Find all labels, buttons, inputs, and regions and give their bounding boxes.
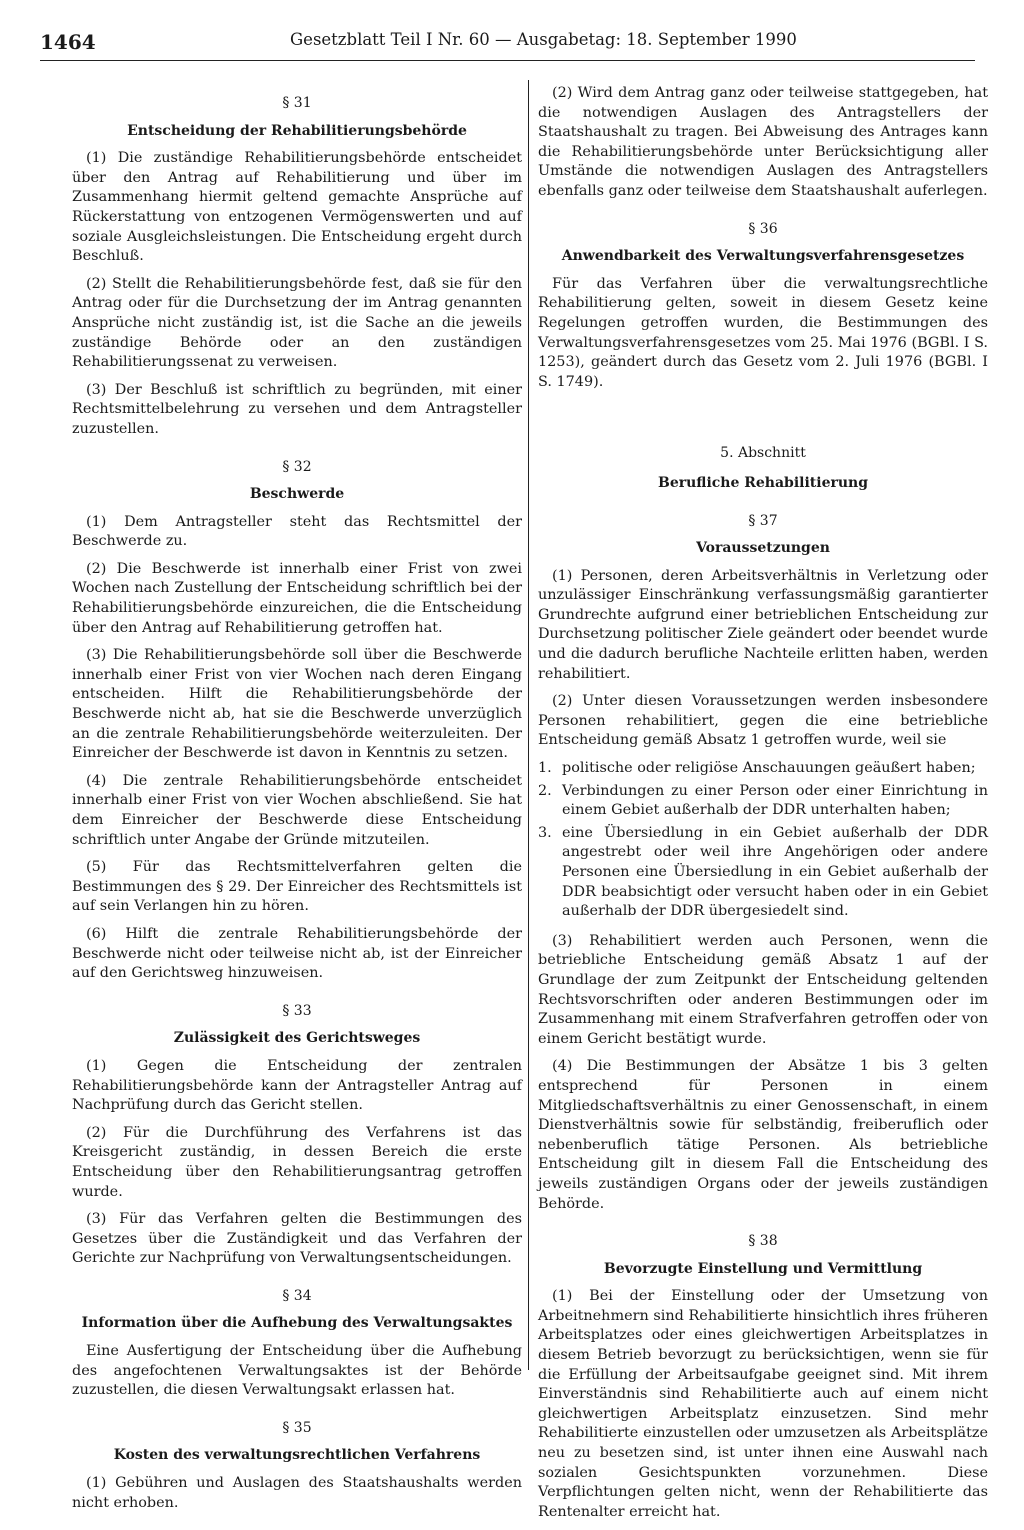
- right-column: [538, 84, 988, 1530]
- paragraph: (1) Die zuständige Rehabilitierungsbehörde entscheidet über den Antrag auf Rehabilitierung und über im Zusammenhang hiermit geltend gemachte Ansprüche auf Rückerstattung von entzogenen Vermögenswerten und auf soziale Ausgleichsleistungen. Die Entscheidung ergeht durch Beschluß.: [72, 150, 522, 265]
- section-title: Entscheidung der Rehabilitierungsbehörde: [127, 122, 467, 139]
- paragraph: (3) Rehabilitiert werden auch Personen, wenn die betriebliche Entscheidung gemäß Absatz 1 auf der Grundlage der zum Zeitpunkt der Entscheidung geltenden Rechtsvorschriften oder anderen Bestimmungen oder im Zusammenhang mit einem Strafverfahren getroffen oder von einem Gericht bestätigt wurde.: [538, 932, 988, 1047]
- paragraph: (2) Unter diesen Voraussetzungen werden insbesondere Personen rehabilitiert, gegen die eine betriebliche Entscheidung gemäß Absatz 1 getroffen wurde, weil sie: [538, 693, 988, 749]
- section-title: Beschwerde: [249, 486, 345, 503]
- list-number: 2.: [538, 782, 552, 799]
- header-rule: [40, 60, 975, 61]
- enumerated-list: [538, 759, 988, 922]
- paragraph: (5) Für das Rechtsmittelverfahren gelten die Bestimmungen des § 29. Der Einreicher des Rechtsmittels ist auf sein Verlangen hin zu hören.: [72, 859, 522, 915]
- paragraph: (4) Die Bestimmungen der Absätze 1 bis 3 gelten entsprechend für Personen in einem Mitgliedschaftsverhältnis zu einer Genossenschaft, in einem Dienstverhältnis sowie für selbständig, freiberuflich oder nebenberuflich tätige Personen. Als betriebliche Entscheidung gilt in diesem Fall die Entscheidung des jeweils zuständigen Organs oder der jeweils zuständigen Behörde.: [538, 1058, 988, 1212]
- paragraph: (1) Dem Antragsteller steht das Rechtsmittel der Beschwerde zu.: [72, 513, 522, 550]
- paragraph: (3) Die Rehabilitierungsbehörde soll über die Beschwerde innerhalb einer Frist von vier Wochen nach deren Eingang entscheiden. Hilft die Rehabilitierungsbehörde der Beschwerde nicht ab, hat sie die Beschwerde unverzüglich an die zentrale Rehabilitierungsbehörde weiterzuleiten. Der Einreicher der Beschwerde ist davon in Kenntnis zu setzen.: [72, 647, 522, 762]
- section-number: § 31: [282, 95, 312, 111]
- section-number: § 32: [282, 458, 312, 475]
- section-number: § 38: [748, 1233, 778, 1250]
- paragraph: (3) Für das Verfahren gelten die Bestimmungen des Gesetzes über die Zuständigkeit und das Verfahren der Gerichte zur Nachprüfung von Verwaltungsentscheidungen.: [72, 1211, 522, 1267]
- page-header: [40, 30, 975, 64]
- column-divider: [528, 80, 529, 1370]
- paragraph: (6) Hilft die zentrale Rehabilitierungsbehörde der Beschwerde nicht oder teilweise nicht ab, ist der Einreicher auf den Gerichtsweg hinzuweisen.: [72, 925, 522, 982]
- section-title: Information über die Aufhebung des Verwaltungsaktes: [81, 1315, 513, 1332]
- section-number: § 36: [748, 220, 778, 237]
- section-title: Anwendbarkeit des Verwaltungsverfahrensgesetzes: [561, 248, 965, 265]
- section-title: Zulässigkeit des Gerichtsweges: [173, 1030, 421, 1047]
- left-column: [72, 84, 522, 1521]
- paragraph: (1) Bei der Einstellung oder der Umsetzung von Arbeitnehmern sind Rehabilitierte hinsichtlich ihres früheren Arbeitsplatzes oder eines gleichwertigen Arbeitsplatzes in diesem Betrieb bevorzugt zu berücksichtigen, wenn sie für die Erfüllung der Arbeitsaufgabe geeignet sind. Mit ihrem Einverständnis sind Rehabilitierte auch auf einem nicht gleichwertigen Arbeitsplatz einzusetzen. Sind mehr Rehabilitierte einzustellen oder umzusetzen als Arbeitsplätze neu zu besetzen sind, ist unter ihnen eine Auswahl nach sozialen Gesichtspunkten vorzunehmen. Diese Verpflichtungen gelten nicht, wenn der Rehabilitierte das Rentenalter erreicht hat.: [538, 1288, 988, 1520]
- paragraph: Eine Ausfertigung der Entscheidung über die Aufhebung des angefochtenen Verwaltungsaktes ist der Behörde zuzustellen, die diesen Verwaltungsakt erlassen hat.: [72, 1343, 522, 1399]
- list-text: eine Übersiedlung in ein Gebiet außerhalb der DDR angestrebt oder weil ihre Angehörigen oder andere Personen eine Übersiedlung in ein Gebiet außerhalb der DDR beabsichtigt oder versucht haben oder in ein Gebiet außerhalb der DDR übergesiedelt sind.: [562, 824, 988, 920]
- section-title: Kosten des verwaltungsrechtlichen Verfahrens: [113, 1447, 481, 1464]
- list-item: [538, 824, 988, 922]
- list-number: 3.: [538, 824, 552, 841]
- paragraph: (2) Die Beschwerde ist innerhalb einer Frist von zwei Wochen nach Zustellung der Entscheidung schriftlich bei der Rehabilitierungsbehörde einzureichen, die die Entscheidung über den Antrag auf Rehabilitierung getroffen hat.: [72, 560, 522, 636]
- paragraph: (2) Stellt die Rehabilitierungsbehörde fest, daß sie für den Antrag oder für die Durchsetzung der im Antrag genannten Ansprüche nicht zuständig ist, ist die Sache an die jeweils zuständige Behörde oder an den zuständigen Rehabilitierungssenat zu verweisen.: [72, 275, 522, 371]
- list-item: [538, 782, 988, 821]
- running-head: Gesetzblatt Teil I Nr. 60 — Ausgabetag: 18. September 1990: [290, 30, 797, 49]
- paragraph: (4) Die zentrale Rehabilitierungsbehörde entscheidet innerhalb einer Frist von vier Wochen abschließend. Sie hat dem Einreicher der Beschwerde diese Entscheidung schriftlich unter Angabe der Gründe mitzuteilen.: [72, 772, 522, 848]
- section-title: Voraussetzungen: [696, 540, 830, 557]
- list-text: Verbindungen zu einer Person oder einer Einrichtung in einem Gebiet außerhalb der DDR unterhalten haben;: [562, 782, 988, 819]
- paragraph: (1) Gegen die Entscheidung der zentralen Rehabilitierungsbehörde kann der Antragsteller Antrag auf Nachprüfung durch das Gericht stellen.: [72, 1057, 522, 1114]
- section-number: § 34: [282, 1287, 312, 1304]
- paragraph: (3) Der Beschluß ist schriftlich zu begründen, mit einer Rechtsmittelbelehrung zu versehen und dem Antragsteller zuzustellen.: [72, 381, 522, 437]
- section-title: Bevorzugte Einstellung und Vermittlung: [603, 1260, 923, 1277]
- list-text: politische oder religiöse Anschauungen geäußert haben;: [562, 760, 976, 777]
- paragraph: Für das Verfahren über die verwaltungsrechtliche Rehabilitierung gelten, soweit in diesem Gesetz keine Regelungen getroffen wurden, die Bestimmungen des Verwaltungsverfahrensgesetzes vom 25. Mai 1976 (BGBl. I S. 1253), geändert durch das Gesetz vom 2. Juli 1976 (BGBl. I S. 1749).: [538, 275, 988, 390]
- list-number: 1.: [538, 760, 552, 777]
- paragraph: (1) Personen, deren Arbeitsverhältnis in Verletzung oder unzulässiger Einschränkung verfassungsmäßig garantierter Grundrechte aufgrund einer betrieblichen Entscheidung zur Durchsetzung politischer Ziele geändert oder beendet wurde und die dadurch berufliche Nachteile erlitten haben, werden rehabilitiert.: [538, 567, 988, 682]
- page-number: 1464: [40, 30, 96, 54]
- list-item: [538, 759, 988, 779]
- section-number: § 37: [748, 512, 778, 529]
- chapter-title: Berufliche Rehabilitierung: [657, 474, 869, 491]
- chapter-number: 5. Abschnitt: [720, 445, 806, 462]
- paragraph: (2) Für die Durchführung des Verfahrens ist das Kreisgericht zuständig, in dessen Bereich die erste Entscheidung über den Rehabilitierungsantrag getroffen wurde.: [72, 1124, 522, 1200]
- section-number: § 35: [282, 1419, 312, 1436]
- section-number: § 33: [282, 1002, 312, 1019]
- paragraph: (1) Gebühren und Auslagen des Staatshaushalts werden nicht erhoben.: [72, 1475, 522, 1511]
- paragraph: (2) Wird dem Antrag ganz oder teilweise stattgegeben, hat die notwendigen Auslagen des Antragstellers der Staatshaushalt zu tragen. Bei Abweisung des Antrages kann die Rehabilitierungsbehörde unter Berücksichtigung aller Umstände die notwendigen Auslagen des Antragstellers ebenfalls ganz oder teilweise dem Staatshaushalt auferlegen.: [538, 85, 988, 199]
